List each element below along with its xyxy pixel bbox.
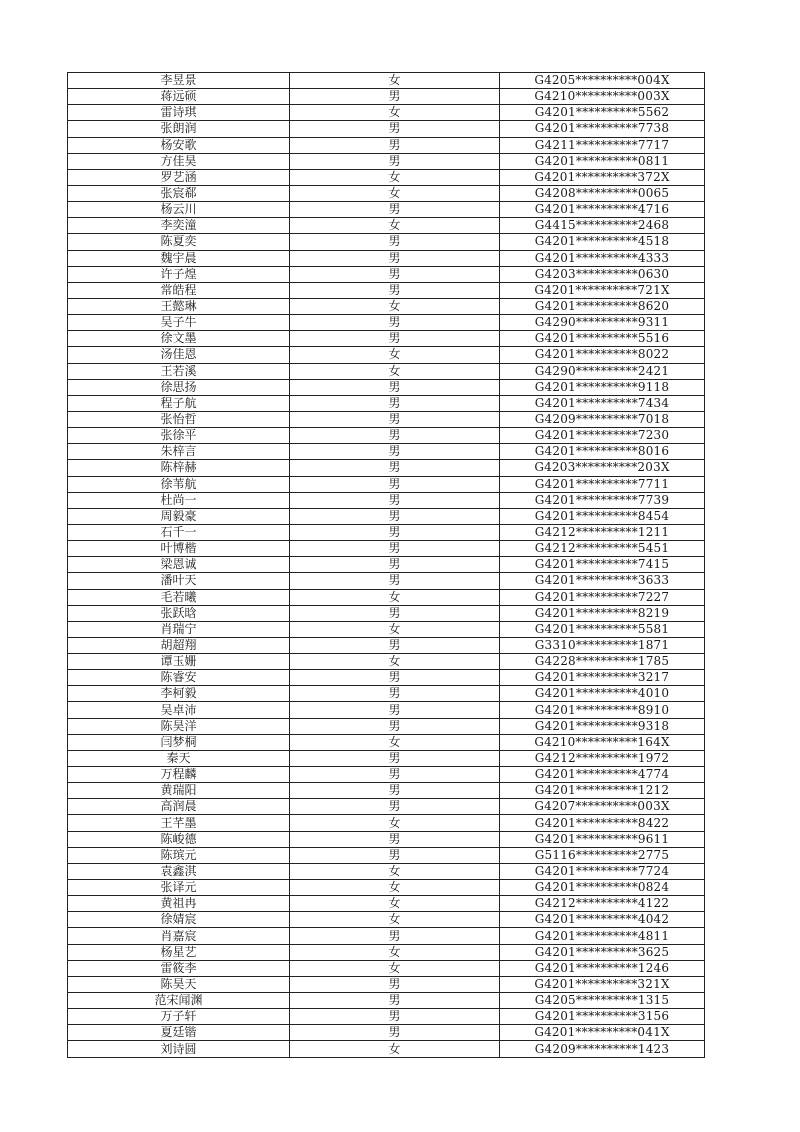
table-row [68, 460, 705, 476]
table-row [68, 476, 705, 492]
table-row [68, 185, 705, 201]
table-row [68, 1041, 705, 1057]
id-number-cell: G4203**********0630 [500, 266, 705, 282]
gender-cell: 男 [290, 1009, 500, 1025]
id-number-cell: G4290**********9311 [500, 315, 705, 331]
id-number-cell: G4228**********1785 [500, 654, 705, 670]
id-number-cell: G4201**********5562 [500, 105, 705, 121]
gender-cell: 女 [290, 105, 500, 121]
gender-cell: 女 [290, 363, 500, 379]
name-cell: 陈梓赫 [68, 460, 290, 476]
roster-table-body [68, 73, 705, 1058]
gender-cell: 女 [290, 863, 500, 879]
name-cell: 黄瑞阳 [68, 783, 290, 799]
id-number-cell: G4201**********7415 [500, 557, 705, 573]
gender-cell: 女 [290, 960, 500, 976]
name-cell: 张跃晗 [68, 605, 290, 621]
gender-cell: 女 [290, 298, 500, 314]
id-number-cell: G3310**********1871 [500, 637, 705, 653]
id-number-cell: G4212**********1972 [500, 750, 705, 766]
name-cell: 叶博楷 [68, 541, 290, 557]
gender-cell: 男 [290, 541, 500, 557]
table-row [68, 298, 705, 314]
gender-cell: 男 [290, 250, 500, 266]
table-row [68, 573, 705, 589]
gender-cell: 男 [290, 428, 500, 444]
id-number-cell: G4201**********8016 [500, 444, 705, 460]
name-cell: 朱梓言 [68, 444, 290, 460]
id-number-cell: G4201**********0811 [500, 153, 705, 169]
name-cell: 徐婧宸 [68, 912, 290, 928]
id-number-cell: G4212**********1211 [500, 524, 705, 540]
id-number-cell: G4205**********004X [500, 73, 705, 89]
table-row [68, 847, 705, 863]
table-row [68, 783, 705, 799]
id-number-cell: G4201**********9118 [500, 379, 705, 395]
table-row [68, 621, 705, 637]
id-number-cell: G4290**********2421 [500, 363, 705, 379]
id-number-cell: G4201**********1212 [500, 783, 705, 799]
id-number-cell: G4201**********8022 [500, 347, 705, 363]
gender-cell: 女 [290, 185, 500, 201]
table-row [68, 363, 705, 379]
id-number-cell: G4201**********372X [500, 169, 705, 185]
id-number-cell: G4201**********7724 [500, 863, 705, 879]
name-cell: 李柯毅 [68, 686, 290, 702]
gender-cell: 男 [290, 686, 500, 702]
table-row [68, 1025, 705, 1041]
table-row [68, 928, 705, 944]
name-cell: 杨星艺 [68, 944, 290, 960]
table-row [68, 944, 705, 960]
name-cell: 蒋远硕 [68, 89, 290, 105]
name-cell: 雷筱李 [68, 960, 290, 976]
table-row [68, 202, 705, 218]
table-row [68, 379, 705, 395]
name-cell: 石千一 [68, 524, 290, 540]
name-cell: 张怡哲 [68, 411, 290, 427]
name-cell: 闫梦桐 [68, 734, 290, 750]
name-cell: 胡超翔 [68, 637, 290, 653]
name-cell: 刘诗圆 [68, 1041, 290, 1057]
id-number-cell: G4201**********7738 [500, 121, 705, 137]
table-row [68, 524, 705, 540]
gender-cell: 女 [290, 621, 500, 637]
id-number-cell: G4212**********4122 [500, 896, 705, 912]
id-number-cell: G4207**********003X [500, 799, 705, 815]
gender-cell: 男 [290, 282, 500, 298]
gender-cell: 男 [290, 605, 500, 621]
name-cell: 谭玉姗 [68, 654, 290, 670]
name-cell: 陈昊洋 [68, 718, 290, 734]
gender-cell: 男 [290, 121, 500, 137]
id-number-cell: G4208**********0065 [500, 185, 705, 201]
gender-cell: 男 [290, 718, 500, 734]
id-number-cell: G4201**********9318 [500, 718, 705, 734]
name-cell: 张译元 [68, 880, 290, 896]
gender-cell: 男 [290, 476, 500, 492]
gender-cell: 女 [290, 589, 500, 605]
name-cell: 袁鑫淇 [68, 863, 290, 879]
gender-cell: 男 [290, 331, 500, 347]
name-cell: 徐文墨 [68, 331, 290, 347]
table-row [68, 315, 705, 331]
id-number-cell: G4201**********3156 [500, 1009, 705, 1025]
table-row [68, 718, 705, 734]
table-row [68, 960, 705, 976]
table-row [68, 282, 705, 298]
gender-cell: 男 [290, 1025, 500, 1041]
name-cell: 汤佳恩 [68, 347, 290, 363]
name-cell: 常皓程 [68, 282, 290, 298]
id-number-cell: G4201**********4518 [500, 234, 705, 250]
table-row [68, 105, 705, 121]
name-cell: 范宋闻渊 [68, 993, 290, 1009]
name-cell: 梁恩诚 [68, 557, 290, 573]
id-number-cell: G4201**********8219 [500, 605, 705, 621]
name-cell: 陈睿安 [68, 670, 290, 686]
gender-cell: 男 [290, 637, 500, 653]
id-number-cell: G4201**********721X [500, 282, 705, 298]
table-row [68, 670, 705, 686]
name-cell: 万程麟 [68, 767, 290, 783]
table-row [68, 250, 705, 266]
table-row [68, 831, 705, 847]
table-row [68, 347, 705, 363]
table-row [68, 492, 705, 508]
gender-cell: 男 [290, 847, 500, 863]
gender-cell: 男 [290, 89, 500, 105]
name-cell: 许子煌 [68, 266, 290, 282]
id-number-cell: G4201**********3217 [500, 670, 705, 686]
id-number-cell: G4201**********9611 [500, 831, 705, 847]
name-cell: 王芊墨 [68, 815, 290, 831]
gender-cell: 女 [290, 880, 500, 896]
roster-sheet [67, 72, 704, 1058]
gender-cell: 女 [290, 654, 500, 670]
table-row [68, 702, 705, 718]
table-row [68, 331, 705, 347]
table-row [68, 169, 705, 185]
id-number-cell: G4201**********8620 [500, 298, 705, 314]
table-row [68, 993, 705, 1009]
id-number-cell: G4201**********4716 [500, 202, 705, 218]
table-row [68, 799, 705, 815]
gender-cell: 女 [290, 347, 500, 363]
name-cell: 王懿琳 [68, 298, 290, 314]
id-number-cell: G4201**********7434 [500, 395, 705, 411]
name-cell: 黄祖冉 [68, 896, 290, 912]
name-cell: 陈昊天 [68, 976, 290, 992]
gender-cell: 女 [290, 218, 500, 234]
name-cell: 杨云川 [68, 202, 290, 218]
name-cell: 魏宇晨 [68, 250, 290, 266]
name-cell: 雷诗琪 [68, 105, 290, 121]
gender-cell: 女 [290, 896, 500, 912]
gender-cell: 男 [290, 750, 500, 766]
gender-cell: 男 [290, 508, 500, 524]
gender-cell: 男 [290, 702, 500, 718]
id-number-cell: G4201**********3633 [500, 573, 705, 589]
gender-cell: 女 [290, 73, 500, 89]
name-cell: 王若溪 [68, 363, 290, 379]
table-row [68, 541, 705, 557]
name-cell: 程子航 [68, 395, 290, 411]
id-number-cell: G4201**********3625 [500, 944, 705, 960]
id-number-cell: G4201**********4774 [500, 767, 705, 783]
name-cell: 陈峻德 [68, 831, 290, 847]
name-cell: 万子轩 [68, 1009, 290, 1025]
gender-cell: 男 [290, 411, 500, 427]
gender-cell: 男 [290, 137, 500, 153]
id-number-cell: G4203**********203X [500, 460, 705, 476]
id-number-cell: G4209**********1423 [500, 1041, 705, 1057]
id-number-cell: G4201**********7230 [500, 428, 705, 444]
gender-cell: 女 [290, 912, 500, 928]
table-row [68, 89, 705, 105]
table-row [68, 234, 705, 250]
name-cell: 徐苇航 [68, 476, 290, 492]
id-number-cell: G4201**********1246 [500, 960, 705, 976]
id-number-cell: G4415**********2468 [500, 218, 705, 234]
gender-cell: 男 [290, 928, 500, 944]
gender-cell: 男 [290, 202, 500, 218]
id-number-cell: G4201**********7227 [500, 589, 705, 605]
name-cell: 吴子牛 [68, 315, 290, 331]
name-cell: 陈瑸元 [68, 847, 290, 863]
table-row [68, 912, 705, 928]
table-row [68, 395, 705, 411]
gender-cell: 男 [290, 460, 500, 476]
gender-cell: 男 [290, 767, 500, 783]
gender-cell: 女 [290, 1041, 500, 1057]
gender-cell: 男 [290, 395, 500, 411]
name-cell: 罗艺涵 [68, 169, 290, 185]
gender-cell: 男 [290, 831, 500, 847]
table-row [68, 444, 705, 460]
name-cell: 张宸郗 [68, 185, 290, 201]
gender-cell: 女 [290, 169, 500, 185]
table-row [68, 863, 705, 879]
table-row [68, 1009, 705, 1025]
gender-cell: 男 [290, 492, 500, 508]
id-number-cell: G4201**********8454 [500, 508, 705, 524]
gender-cell: 男 [290, 557, 500, 573]
table-row [68, 654, 705, 670]
gender-cell: 男 [290, 573, 500, 589]
gender-cell: 男 [290, 670, 500, 686]
id-number-cell: G4201**********0824 [500, 880, 705, 896]
gender-cell: 女 [290, 815, 500, 831]
name-cell: 李昱景 [68, 73, 290, 89]
id-number-cell: G4209**********7018 [500, 411, 705, 427]
gender-cell: 女 [290, 734, 500, 750]
gender-cell: 男 [290, 153, 500, 169]
table-row [68, 73, 705, 89]
table-row [68, 121, 705, 137]
table-row [68, 218, 705, 234]
table-row [68, 428, 705, 444]
table-row [68, 767, 705, 783]
table-row [68, 815, 705, 831]
table-row [68, 589, 705, 605]
gender-cell: 男 [290, 524, 500, 540]
table-row [68, 637, 705, 653]
name-cell: 陈夏奕 [68, 234, 290, 250]
id-number-cell: G4201**********041X [500, 1025, 705, 1041]
id-number-cell: G4201**********5581 [500, 621, 705, 637]
table-row [68, 686, 705, 702]
id-number-cell: G4201**********4333 [500, 250, 705, 266]
table-row [68, 411, 705, 427]
gender-cell: 男 [290, 266, 500, 282]
id-number-cell: G4201**********4811 [500, 928, 705, 944]
name-cell: 杜尚一 [68, 492, 290, 508]
table-row [68, 976, 705, 992]
id-number-cell: G4210**********164X [500, 734, 705, 750]
id-number-cell: G4212**********5451 [500, 541, 705, 557]
gender-cell: 男 [290, 444, 500, 460]
id-number-cell: G5116**********2775 [500, 847, 705, 863]
table-row [68, 153, 705, 169]
table-row [68, 137, 705, 153]
name-cell: 吴卓沛 [68, 702, 290, 718]
table-row [68, 508, 705, 524]
id-number-cell: G4201**********4042 [500, 912, 705, 928]
id-number-cell: G4201**********8910 [500, 702, 705, 718]
id-number-cell: G4201**********7711 [500, 476, 705, 492]
gender-cell: 男 [290, 234, 500, 250]
id-number-cell: G4205**********1315 [500, 993, 705, 1009]
name-cell: 肖嘉宸 [68, 928, 290, 944]
gender-cell: 男 [290, 799, 500, 815]
name-cell: 肖瑞宁 [68, 621, 290, 637]
name-cell: 周毅豪 [68, 508, 290, 524]
table-row [68, 750, 705, 766]
table-row [68, 557, 705, 573]
gender-cell: 男 [290, 976, 500, 992]
name-cell: 方佳昊 [68, 153, 290, 169]
name-cell: 高润晨 [68, 799, 290, 815]
table-row [68, 896, 705, 912]
gender-cell: 女 [290, 944, 500, 960]
name-cell: 秦天 [68, 750, 290, 766]
name-cell: 潘叶天 [68, 573, 290, 589]
gender-cell: 男 [290, 315, 500, 331]
name-cell: 徐思扬 [68, 379, 290, 395]
id-number-cell: G4201**********321X [500, 976, 705, 992]
name-cell: 毛若曦 [68, 589, 290, 605]
id-number-cell: G4201**********8422 [500, 815, 705, 831]
roster-table [67, 72, 705, 1058]
gender-cell: 男 [290, 783, 500, 799]
gender-cell: 男 [290, 379, 500, 395]
name-cell: 张朗润 [68, 121, 290, 137]
table-row [68, 880, 705, 896]
name-cell: 李奕潼 [68, 218, 290, 234]
name-cell: 夏廷锴 [68, 1025, 290, 1041]
id-number-cell: G4201**********7739 [500, 492, 705, 508]
name-cell: 张徐平 [68, 428, 290, 444]
table-row [68, 605, 705, 621]
id-number-cell: G4201**********5516 [500, 331, 705, 347]
id-number-cell: G4210**********003X [500, 89, 705, 105]
id-number-cell: G4211**********7717 [500, 137, 705, 153]
table-row [68, 734, 705, 750]
table-row [68, 266, 705, 282]
id-number-cell: G4201**********4010 [500, 686, 705, 702]
gender-cell: 男 [290, 993, 500, 1009]
name-cell: 杨安歌 [68, 137, 290, 153]
